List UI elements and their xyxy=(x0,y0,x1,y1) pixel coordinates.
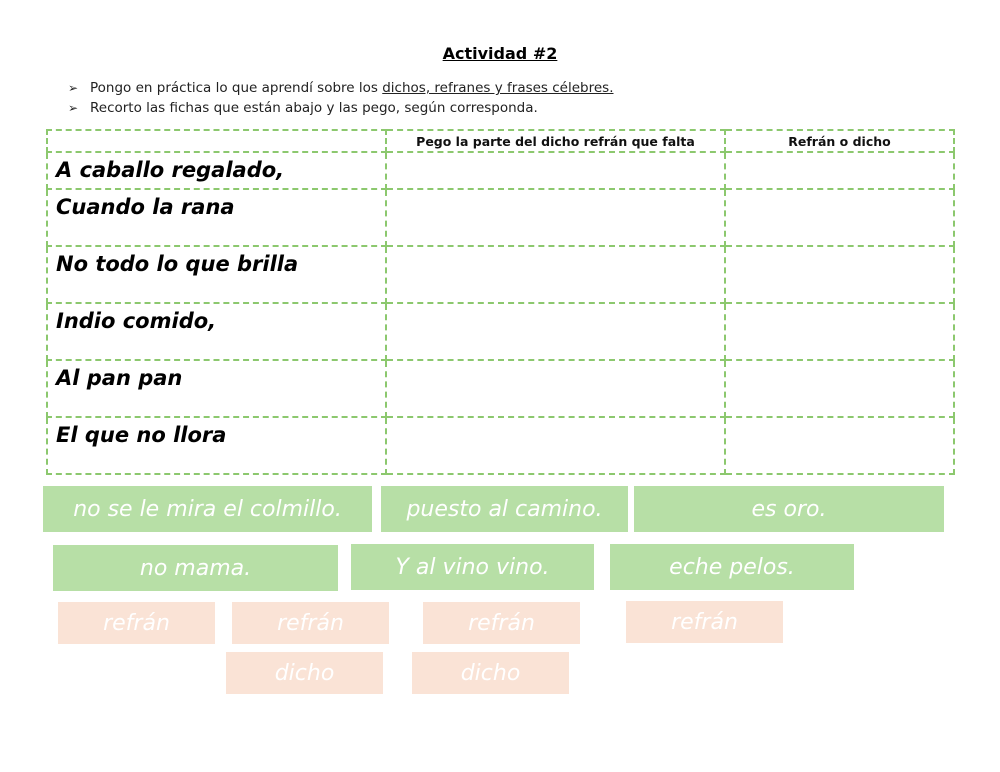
drop-zone-answer[interactable] xyxy=(386,303,725,360)
table-row xyxy=(47,152,954,189)
table-row xyxy=(47,189,954,246)
answer-tile[interactable]: no mama. xyxy=(53,545,338,591)
table-header-row xyxy=(47,130,954,152)
instruction-1 xyxy=(68,80,614,96)
table-row xyxy=(47,417,954,474)
drop-zone-answer[interactable] xyxy=(386,189,725,246)
table-row xyxy=(47,303,954,360)
saying-start: Al pan pan xyxy=(47,360,386,417)
arrow-bullet-icon: ➢ xyxy=(68,101,79,115)
drop-zone-type[interactable] xyxy=(725,417,954,474)
drop-zone-type[interactable] xyxy=(725,360,954,417)
type-tile[interactable]: dicho xyxy=(226,652,383,694)
saying-start: El que no llora xyxy=(47,417,386,474)
type-tile[interactable]: refrán xyxy=(626,601,783,643)
type-tile[interactable]: refrán xyxy=(423,602,580,644)
drop-zone-answer[interactable] xyxy=(386,246,725,303)
table-row xyxy=(47,360,954,417)
drop-zone-answer[interactable] xyxy=(386,360,725,417)
answer-tile[interactable]: puesto al camino. xyxy=(381,486,628,532)
header-cell-prompt xyxy=(47,130,386,152)
saying-start: Indio comido, xyxy=(47,303,386,360)
drop-zone-type[interactable] xyxy=(725,189,954,246)
instruction-1-text: Pongo en práctica lo que aprendí sobre los xyxy=(90,80,383,96)
drop-zone-type[interactable] xyxy=(725,246,954,303)
activity-table xyxy=(46,129,955,475)
saying-start: Cuando la rana xyxy=(47,189,386,246)
table-row xyxy=(47,246,954,303)
answer-tile[interactable]: es oro. xyxy=(634,486,944,532)
type-tile[interactable]: dicho xyxy=(412,652,569,694)
header-cell-missing-part: Pego la parte del dicho refrán que falta xyxy=(386,130,725,152)
page-title: Actividad #2 xyxy=(442,44,558,63)
drop-zone-type[interactable] xyxy=(725,152,954,189)
drop-zone-type[interactable] xyxy=(725,303,954,360)
arrow-bullet-icon: ➢ xyxy=(68,81,79,95)
header-cell-type: Refrán o dicho xyxy=(725,130,954,152)
answer-tile[interactable]: Y al vino vino. xyxy=(351,544,594,590)
instruction-1-underlined: dichos, refranes y frases célebres. xyxy=(382,80,614,96)
saying-start: No todo lo que brilla xyxy=(47,246,386,303)
instruction-2-text: Recorto las fichas que están abajo y las pego, según corresponda. xyxy=(90,100,538,116)
answer-tile[interactable]: eche pelos. xyxy=(610,544,854,590)
type-tile[interactable]: refrán xyxy=(58,602,215,644)
instruction-2 xyxy=(68,100,538,116)
drop-zone-answer[interactable] xyxy=(386,152,725,189)
saying-start: A caballo regalado, xyxy=(47,152,386,189)
answer-tile[interactable]: no se le mira el colmillo. xyxy=(43,486,372,532)
drop-zone-answer[interactable] xyxy=(386,417,725,474)
type-tile[interactable]: refrán xyxy=(232,602,389,644)
